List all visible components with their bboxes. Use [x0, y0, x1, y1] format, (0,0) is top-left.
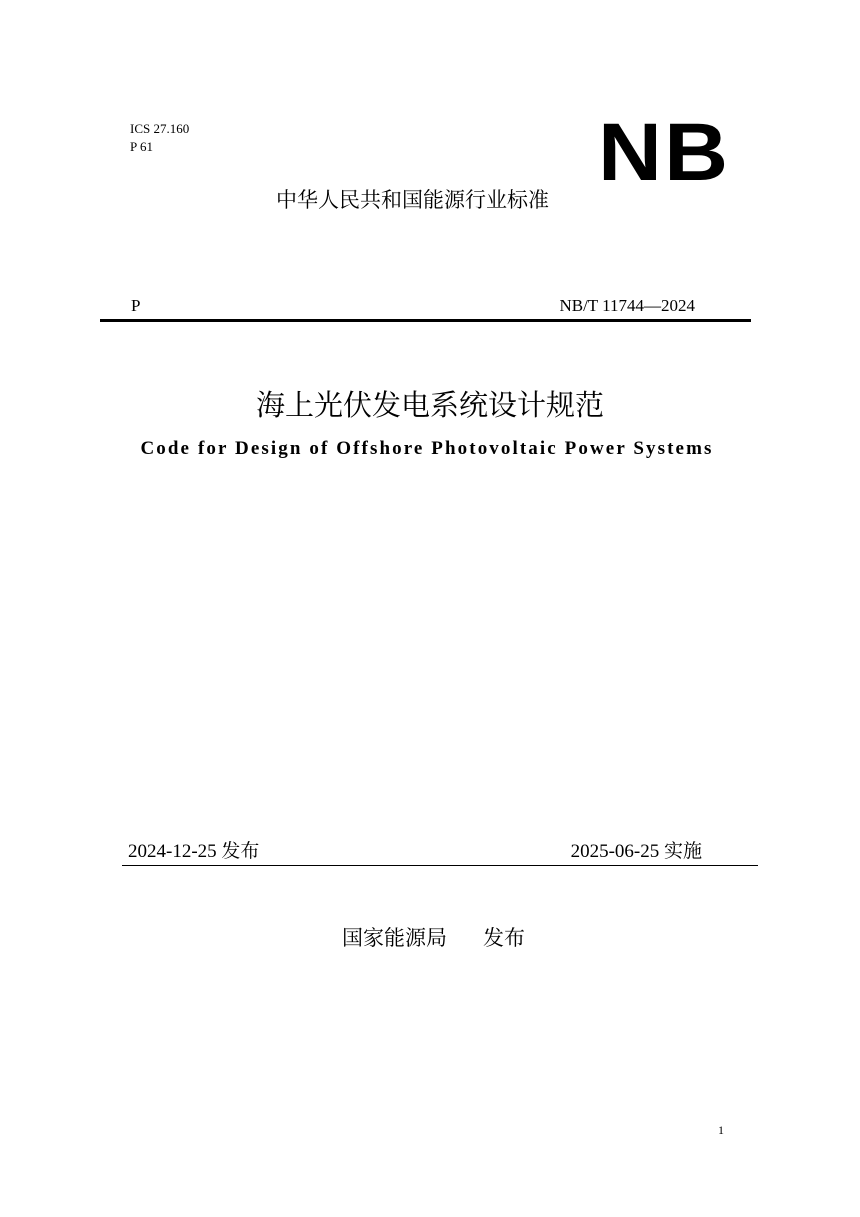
standard-number: NB/T 11744—2024 — [559, 296, 695, 315]
ics-block — [130, 120, 189, 156]
title-english: Code for Design of Offshore Photovoltaic Power Systems — [140, 438, 714, 459]
page-number: 1 — [718, 1123, 724, 1137]
title-chinese: 海上光伏发电系统设计规范 — [255, 388, 604, 422]
filing-mark: P — [131, 296, 141, 315]
standard-type: 中华人民共和国能源行业标准 — [276, 188, 549, 212]
implementation-date: 2025-06-25 实施 — [570, 841, 702, 862]
nb-logo: NB — [598, 107, 731, 198]
ccs-code: P 61 — [130, 139, 153, 154]
publisher-action: 发布 — [483, 926, 525, 950]
ics-code: ICS 27.160 — [130, 121, 190, 136]
publisher-line — [342, 924, 525, 952]
publisher-name: 国家能源局 — [342, 926, 447, 950]
bottom-divider — [122, 865, 758, 866]
top-divider — [100, 319, 751, 322]
issue-date: 2024-12-25 发布 — [128, 841, 260, 862]
